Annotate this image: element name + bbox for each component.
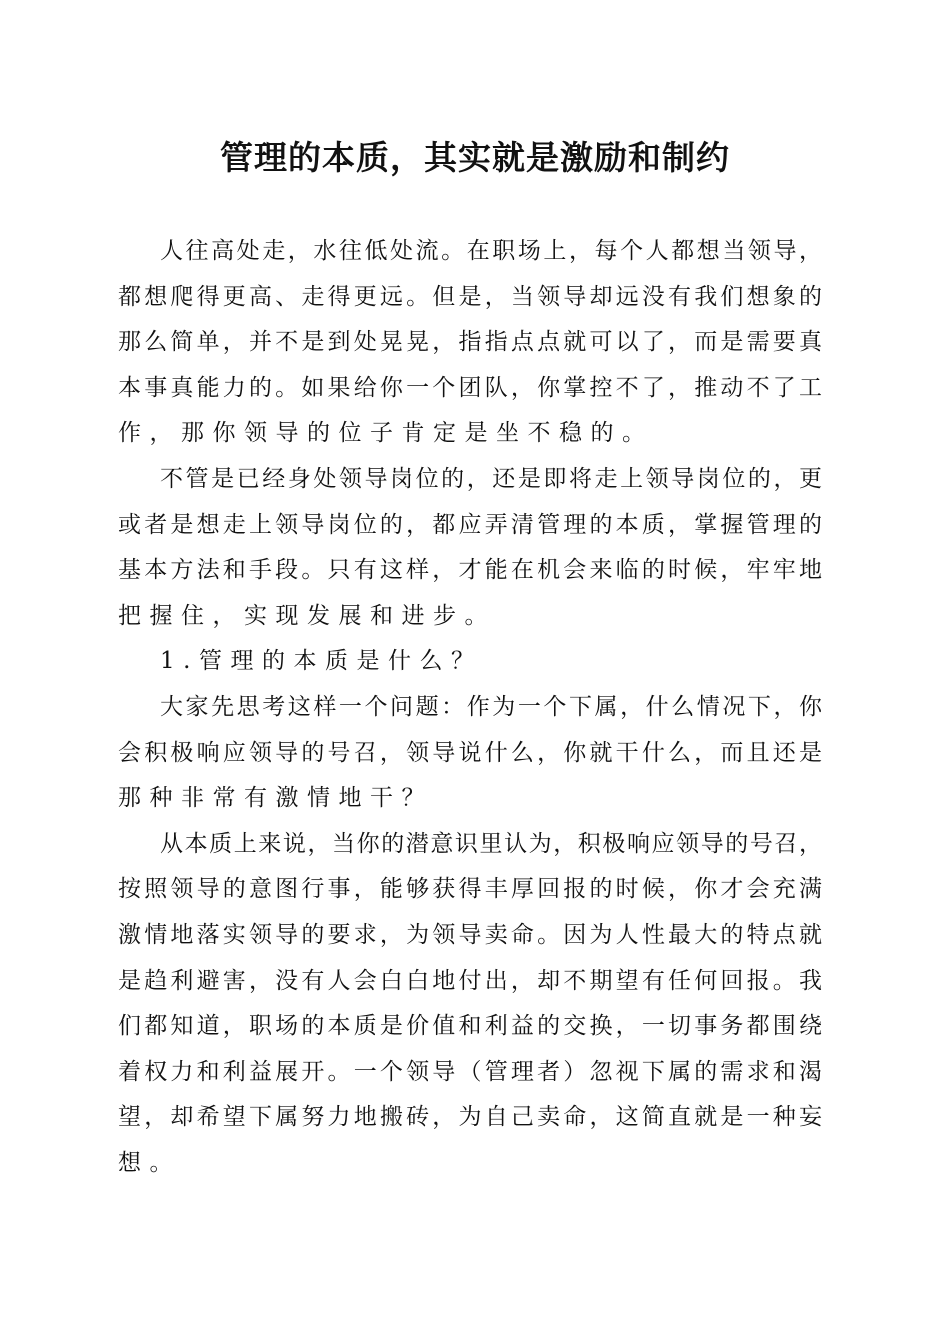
paragraph bbox=[118, 457, 822, 639]
text-line: 本事真能力的。如果给你一个团队，你掌控不了，推动不了工 bbox=[118, 374, 822, 401]
text-line: 或者是想走上领导岗位的，都应弄清管理的本质，掌握管理的 bbox=[118, 511, 822, 538]
paragraph bbox=[118, 685, 822, 822]
document-title: 管理的本质，其实就是激励和制约 bbox=[220, 138, 730, 177]
text-line: 着权力和利益展开。一个领导（管理者）忽视下属的需求和渴 bbox=[118, 1058, 822, 1085]
document-body bbox=[118, 229, 822, 1186]
text-line: 人往高处走，水往低处流。在职场上，每个人都想当领导， bbox=[160, 238, 822, 264]
text-line: 把握住，实现发展和进步。 bbox=[118, 602, 496, 629]
text-line: 那么简单，并不是到处晃晃，指指点点就可以了，而是需要真 bbox=[118, 329, 822, 356]
text-line: 望，却希望下属努力地搬砖，为自己卖命，这简直就是一种妄 bbox=[118, 1104, 822, 1131]
text-line: 1.管理的本质是什么？ bbox=[160, 648, 483, 675]
text-line: 激情地落实领导的要求，为领导卖命。因为人性最大的特点就 bbox=[118, 921, 822, 948]
paragraph bbox=[118, 822, 822, 1187]
text-line: 按照领导的意图行事，能够获得丰厚回报的时候，你才会充满 bbox=[118, 876, 822, 903]
text-line: 会积极响应领导的号召，领导说什么，你就干什么，而且还是 bbox=[118, 739, 822, 766]
text-line: 想。 bbox=[118, 1149, 181, 1176]
text-line: 基本方法和手段。只有这样，才能在机会来临的时候，牢牢地 bbox=[118, 557, 822, 584]
text-line: 那种非常有激情地干？ bbox=[118, 785, 433, 812]
text-line: 作，那你领导的位子肯定是坐不稳的。 bbox=[118, 420, 654, 447]
text-line: 是趋利避害，没有人会白白地付出，却不期望有任何回报。我 bbox=[118, 967, 822, 994]
text-line: 都想爬得更高、走得更远。但是，当领导却远没有我们想象的 bbox=[118, 283, 822, 310]
paragraph bbox=[118, 229, 822, 457]
text-line: 们都知道，职场的本质是价值和利益的交换，一切事务都围绕 bbox=[118, 1013, 822, 1040]
section-heading bbox=[118, 639, 822, 685]
text-line: 不管是已经身处领导岗位的，还是即将走上领导岗位的，更 bbox=[160, 465, 822, 492]
text-line: 从本质上来说，当你的潜意识里认为，积极响应领导的号召， bbox=[160, 830, 822, 857]
text-line: 大家先思考这样一个问题：作为一个下属，什么情况下，你 bbox=[160, 693, 822, 720]
